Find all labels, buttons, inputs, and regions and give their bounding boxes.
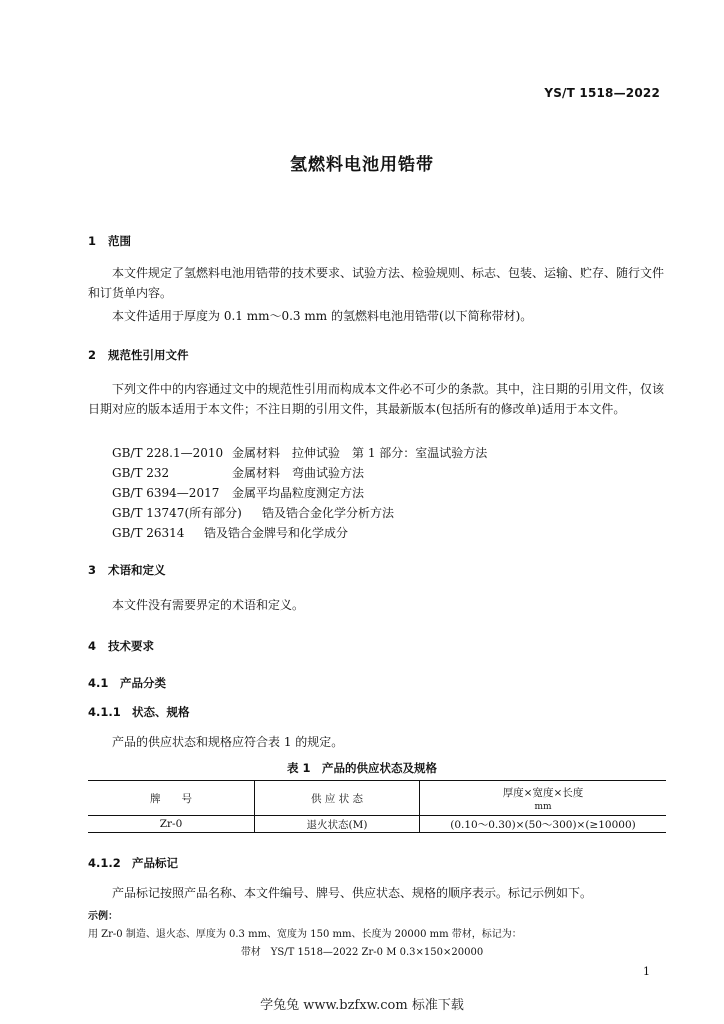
- table-1-caption: 表 1 产品的供应状态及规格: [286, 761, 437, 775]
- table-1: [88, 780, 666, 833]
- section-4-1-2-paragraph: 产品标记按照产品名称、本文件编号、牌号、供应状态、规格的顺序表示。标记示例如下。: [112, 886, 593, 900]
- section-number: 4.1.1: [88, 705, 121, 719]
- section-title: 规范性引用文件: [108, 348, 189, 362]
- reference-item: [112, 484, 364, 501]
- header-supply-state: 供 应 状 态: [255, 781, 420, 816]
- section-2-heading: [88, 347, 189, 363]
- site-watermark: 学兔兔 www.bzfxw.com 标准下载: [260, 998, 464, 1013]
- reference-code: GB/T 228.1—2010: [112, 446, 224, 460]
- reference-title: 金属材料 弯曲试验方法: [232, 466, 365, 480]
- reference-code: GB/T 26314: [112, 526, 185, 540]
- reference-item: [112, 444, 487, 461]
- section-4-heading: [88, 638, 154, 654]
- section-title: 产品标记: [132, 856, 178, 870]
- reference-title: 锆及锆合金牌号和化学成分: [204, 526, 349, 540]
- section-number: 2: [88, 348, 97, 362]
- section-number: 1: [88, 234, 97, 248]
- document-title: 氢燃料电池用锆带: [290, 155, 434, 175]
- section-number: 4.1: [88, 676, 109, 690]
- header-dimensions-label: 厚度×宽度×长度: [502, 786, 584, 799]
- reference-item: [112, 524, 348, 541]
- table-header-row: [88, 781, 666, 816]
- section-4-1-1-heading: [88, 704, 190, 720]
- section-number: 4.1.2: [88, 856, 121, 870]
- section-number: 4: [88, 639, 97, 653]
- section-number: 3: [88, 563, 97, 577]
- document-code: YS/T 1518—2022: [544, 86, 660, 100]
- example-text: 用 Zr-0 制造、退火态、厚度为 0.3 mm、宽度为 150 mm、长度为 20000 mm 带材，标记为：: [88, 929, 522, 940]
- reference-title: 锆及锆合金化学分析方法: [262, 506, 395, 520]
- section-title: 状态、规格: [132, 705, 190, 719]
- cell-supply-state: 退火状态(M): [255, 816, 420, 833]
- section-title: 术语和定义: [108, 563, 166, 577]
- section-4-1-1-paragraph: 产品的供应状态和规格应符合表 1 的规定。: [112, 735, 344, 749]
- reference-code: GB/T 6394—2017: [112, 486, 220, 500]
- reference-title: 金属平均晶粒度测定方法: [232, 486, 365, 500]
- section-title: 技术要求: [108, 639, 154, 653]
- section-4-1-2-heading: [88, 855, 178, 871]
- page-number: 1: [643, 965, 650, 978]
- section-2-paragraph-1: 下列文件中的内容通过文中的规范性引用而构成本文件必不可少的条款。其中，注日期的引用文件，仅该日期对应的版本适用于本文件；不注日期的引用文件，其最新版本(包括所有的修改单)适用于本文件。: [88, 382, 665, 416]
- cell-dimensions: (0.10～0.30)×(50～300)×(≥10000): [420, 816, 667, 833]
- header-dimensions: [420, 781, 667, 816]
- reference-code: GB/T 13747(所有部分): [112, 506, 242, 520]
- table-row: [88, 816, 666, 833]
- header-unit: mm: [534, 801, 552, 812]
- section-1-heading: [88, 233, 131, 249]
- section-title: 范围: [108, 234, 131, 248]
- example-mark: 带材 YS/T 1518—2022 Zr-0 M 0.3×150×20000: [240, 947, 484, 958]
- section-1-paragraph-1: 本文件规定了氢燃料电池用锆带的技术要求、试验方法、检验规则、标志、包装、运输、贮存、随行文件和订货单内容。: [88, 266, 665, 300]
- reference-item: [112, 464, 364, 481]
- cell-grade: Zr-0: [88, 816, 255, 833]
- reference-code: GB/T 232: [112, 466, 170, 480]
- section-1-paragraph-2: 本文件适用于厚度为 0.1 mm～0.3 mm 的氢燃料电池用锆带(以下简称带材)。: [112, 309, 533, 323]
- section-4-1-heading: [88, 675, 166, 691]
- section-title: 产品分类: [120, 676, 166, 690]
- reference-item: [112, 504, 394, 521]
- header-grade: 牌 号: [88, 781, 255, 816]
- section-3-paragraph-1: 本文件没有需要界定的术语和定义。: [112, 598, 305, 612]
- reference-title: 金属材料 拉伸试验 第 1 部分：室温试验方法: [232, 446, 488, 460]
- section-3-heading: [88, 562, 166, 578]
- example-label: 示例：: [88, 911, 118, 922]
